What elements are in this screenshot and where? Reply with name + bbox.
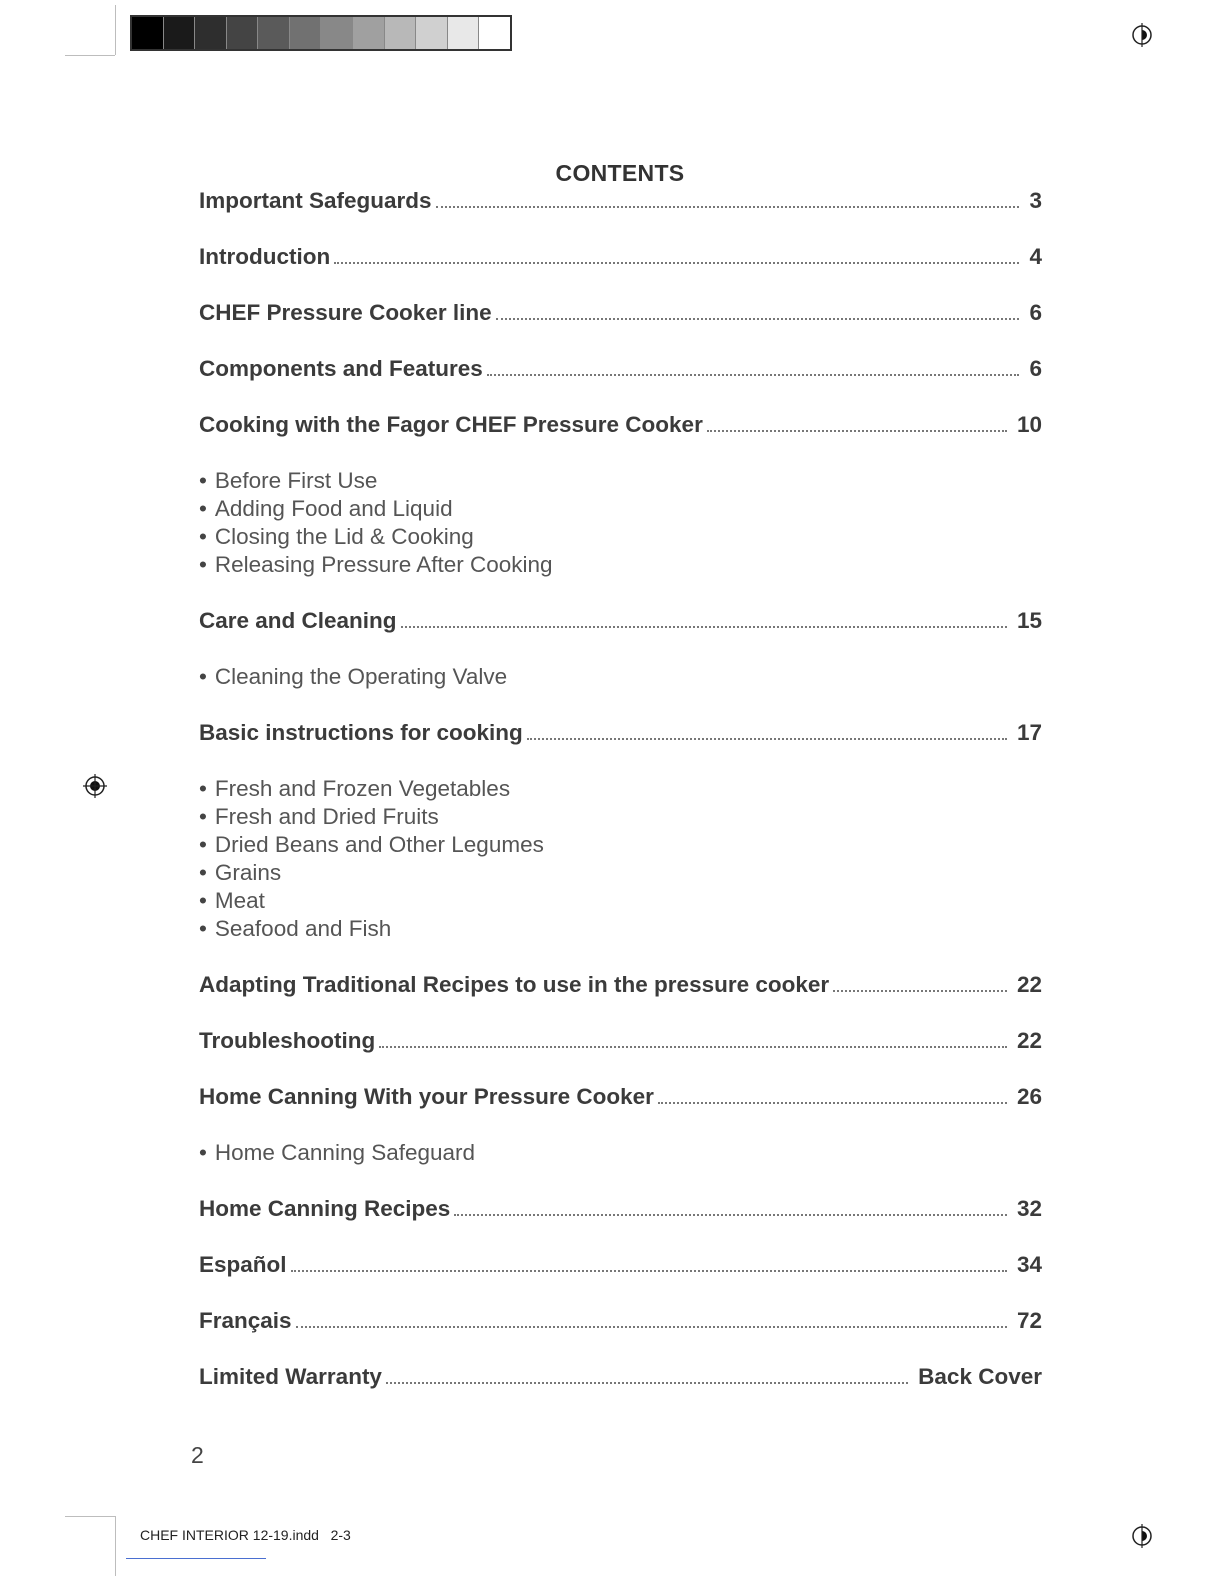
toc-subentry-label: Fresh and Dried Fruits bbox=[214, 804, 439, 829]
bullet-icon: • bbox=[199, 524, 207, 549]
toc-entry-page: 6 bbox=[1029, 300, 1042, 325]
dot-leader bbox=[707, 430, 1007, 432]
toc-entry[interactable] bbox=[199, 244, 1042, 270]
color-swatch bbox=[479, 17, 510, 49]
bullet-icon: • bbox=[199, 860, 207, 885]
toc-entry[interactable] bbox=[199, 1308, 1042, 1334]
toc-subentry bbox=[199, 664, 507, 690]
toc-entry[interactable] bbox=[199, 1084, 1042, 1110]
crop-mark-bottom-left-h bbox=[65, 1516, 115, 1517]
toc-subentry-label: Dried Beans and Other Legumes bbox=[214, 832, 544, 857]
color-swatch bbox=[132, 17, 164, 49]
toc-entry[interactable] bbox=[199, 1252, 1042, 1278]
toc-subentry-label: Meat bbox=[214, 888, 265, 913]
bullet-icon: • bbox=[199, 916, 207, 941]
toc-entry-page: 3 bbox=[1029, 188, 1042, 213]
toc-entry-label: Care and Cleaning bbox=[199, 608, 397, 633]
toc-entry[interactable] bbox=[199, 972, 1042, 998]
toc-entry-label: Components and Features bbox=[199, 356, 483, 381]
toc-entry[interactable] bbox=[199, 188, 1042, 214]
toc-subentry-label: Home Canning Safeguard bbox=[214, 1140, 476, 1165]
toc-subentry bbox=[199, 832, 544, 858]
toc-subentry-label: Fresh and Frozen Vegetables bbox=[214, 776, 511, 801]
footer-underline bbox=[126, 1558, 266, 1559]
toc-entry[interactable] bbox=[199, 356, 1042, 382]
color-swatch bbox=[164, 17, 196, 49]
color-swatch bbox=[353, 17, 385, 49]
color-swatch bbox=[448, 17, 480, 49]
toc-entry-page: 4 bbox=[1029, 244, 1042, 269]
toc-entry-label: Cooking with the Fagor CHEF Pressure Cooker bbox=[199, 412, 703, 437]
bullet-icon: • bbox=[199, 776, 207, 801]
toc-entry[interactable] bbox=[199, 300, 1042, 326]
toc-entry-label: Introduction bbox=[199, 244, 331, 269]
toc-entry-label: CHEF Pressure Cooker line bbox=[199, 300, 492, 325]
toc-entry-page: 26 bbox=[1016, 1084, 1042, 1109]
toc-subentry-label: Releasing Pressure After Cooking bbox=[214, 552, 553, 577]
crop-mark-top-left-v bbox=[115, 5, 116, 55]
dot-leader bbox=[454, 1214, 1007, 1216]
dot-leader bbox=[401, 626, 1007, 628]
color-swatch bbox=[290, 17, 322, 49]
dot-leader bbox=[291, 1270, 1007, 1272]
bullet-icon: • bbox=[199, 1140, 207, 1165]
dot-leader bbox=[334, 262, 1019, 264]
toc-subentry bbox=[199, 804, 439, 830]
dot-leader bbox=[296, 1326, 1007, 1328]
toc-subentry bbox=[199, 888, 265, 914]
bullet-icon: • bbox=[199, 496, 207, 521]
toc-entry-page: 22 bbox=[1016, 972, 1042, 997]
toc-subentry-label: Cleaning the Operating Valve bbox=[214, 664, 508, 689]
dot-leader bbox=[386, 1382, 908, 1384]
toc-entry[interactable] bbox=[199, 1364, 1042, 1390]
toc-entry[interactable] bbox=[199, 608, 1042, 634]
toc-subentry bbox=[199, 496, 453, 522]
toc-subentry bbox=[199, 552, 553, 578]
dot-leader bbox=[436, 206, 1020, 208]
toc-subentry-label: Seafood and Fish bbox=[214, 916, 392, 941]
toc-subentry bbox=[199, 916, 391, 942]
toc-entry[interactable] bbox=[199, 720, 1042, 746]
toc-entry-label: Important Safeguards bbox=[199, 188, 432, 213]
dot-leader bbox=[527, 738, 1007, 740]
toc-entry-label: Limited Warranty bbox=[199, 1364, 382, 1389]
toc-entry-page: 34 bbox=[1016, 1252, 1042, 1277]
dot-leader bbox=[487, 374, 1020, 376]
toc-entry-page: Back Cover bbox=[918, 1364, 1042, 1389]
footer-file-label: CHEF INTERIOR 12-19.indd 2-3 bbox=[140, 1527, 351, 1543]
color-swatch bbox=[258, 17, 290, 49]
toc-entry-label: Basic instructions for cooking bbox=[199, 720, 523, 745]
bullet-icon: • bbox=[199, 832, 207, 857]
dot-leader bbox=[496, 318, 1020, 320]
toc-entry-page: 22 bbox=[1016, 1028, 1042, 1053]
bullet-icon: • bbox=[199, 552, 207, 577]
registration-mark-icon bbox=[83, 774, 107, 798]
toc-subentry bbox=[199, 776, 510, 802]
bullet-icon: • bbox=[199, 804, 207, 829]
contents-title: CONTENTS bbox=[555, 160, 685, 186]
toc-entry-label: Español bbox=[199, 1252, 287, 1277]
color-swatch bbox=[227, 17, 259, 49]
toc-entry[interactable] bbox=[199, 1028, 1042, 1054]
toc-entry-page: 15 bbox=[1016, 608, 1042, 633]
dot-leader bbox=[658, 1102, 1007, 1104]
dot-leader bbox=[833, 990, 1007, 992]
toc-entry-label: Français bbox=[199, 1308, 292, 1333]
toc-entry[interactable] bbox=[199, 1196, 1042, 1222]
toc-subentry-label: Closing the Lid & Cooking bbox=[214, 524, 474, 549]
toc-subentry-label: Before First Use bbox=[214, 468, 378, 493]
crop-mark-top-left-h bbox=[65, 55, 115, 56]
bullet-icon: • bbox=[199, 888, 207, 913]
toc-entry-page: 32 bbox=[1016, 1196, 1042, 1221]
toc-subentry bbox=[199, 1140, 475, 1166]
registration-mark-top-right-icon bbox=[1130, 23, 1154, 47]
toc-entry[interactable] bbox=[199, 412, 1042, 438]
toc-entry-label: Home Canning With your Pressure Cooker bbox=[199, 1084, 654, 1109]
crop-mark-bottom-left-v bbox=[115, 1516, 116, 1576]
color-swatch bbox=[321, 17, 353, 49]
toc-subentry-label: Adding Food and Liquid bbox=[214, 496, 453, 521]
toc-entry-page: 17 bbox=[1016, 720, 1042, 745]
toc-entry-page: 10 bbox=[1016, 412, 1042, 437]
toc-entry-label: Adapting Traditional Recipes to use in the pressure cooker bbox=[199, 972, 830, 997]
toc-subentry-label: Grains bbox=[214, 860, 282, 885]
color-swatch bbox=[416, 17, 448, 49]
bullet-icon: • bbox=[199, 468, 207, 493]
registration-mark-bottom-right-icon bbox=[1130, 1524, 1154, 1548]
toc-entry-page: 72 bbox=[1016, 1308, 1042, 1333]
toc-entry-label: Troubleshooting bbox=[199, 1028, 376, 1053]
grayscale-color-bar bbox=[130, 15, 512, 51]
toc-subentry bbox=[199, 860, 281, 886]
page-number: 2 bbox=[191, 1442, 204, 1468]
toc-entry-label: Home Canning Recipes bbox=[199, 1196, 451, 1221]
color-swatch bbox=[195, 17, 227, 49]
bullet-icon: • bbox=[199, 664, 207, 689]
dot-leader bbox=[379, 1046, 1007, 1048]
toc-subentry bbox=[199, 468, 377, 494]
toc-entry-page: 6 bbox=[1029, 356, 1042, 381]
toc-subentry bbox=[199, 524, 474, 550]
color-swatch bbox=[385, 17, 417, 49]
